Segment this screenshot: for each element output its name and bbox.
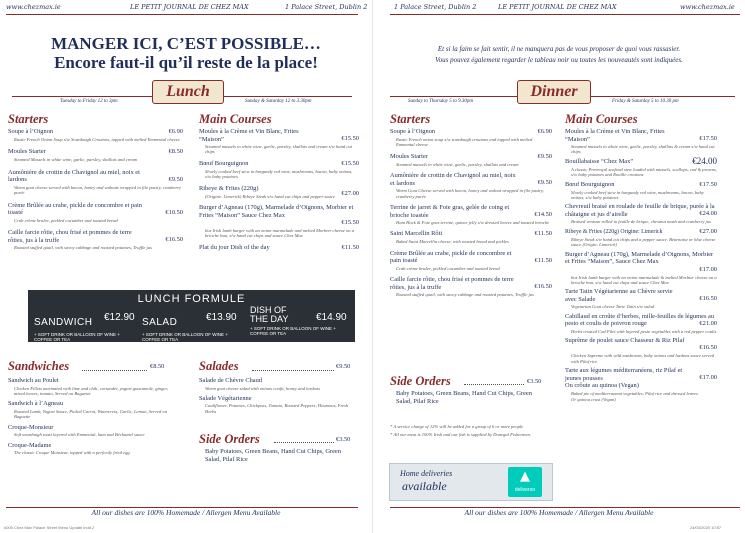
menu-item — [390, 276, 552, 291]
dinner-starters-title: Starters — [390, 112, 431, 126]
sandwiches-list — [8, 377, 178, 455]
item-price: €9.50 — [537, 152, 552, 160]
item-price: €9.50 — [537, 179, 552, 187]
item-name: Moules à la Crème et Vin Blanc, Frites “Maison” — [565, 128, 665, 143]
right-address: 1 Palace Street, Dublin 2 — [394, 3, 477, 11]
menu-item — [8, 229, 183, 244]
item-name: Bœuf Bourguignon — [199, 159, 249, 167]
item-name: Sandwich au Poulet — [8, 377, 59, 384]
item-name: Caille farcie rôtie, chou frisé et pommes de terre rôties, jus à la truffe — [390, 276, 514, 291]
left-header-rule — [6, 14, 358, 15]
item-price: €16.50 — [165, 236, 183, 244]
left-url[interactable]: www.chezmax.ie — [6, 3, 61, 11]
service-charge-note: A service charge of 12% will be added for a group of 6 or more people — [393, 424, 524, 429]
item-desc: Crab crème brulee, pickled cucumber and toasted bread — [14, 217, 118, 223]
item-desc: Steamed mussels in white wine, garlic, parsley, shallots and cream — [396, 161, 519, 167]
item-name: Crème Brûlée au crabe, pickle de concombre et pain toasté — [390, 249, 512, 265]
sandwiches-title: Sandwiches — [8, 359, 70, 373]
item-name: Saint Marcellin Rôti — [390, 230, 443, 238]
left-address: 1 Palace Street, Dublin 2 — [285, 3, 368, 11]
item-price: €11.50 — [534, 230, 552, 238]
item-price: €15.50 — [341, 159, 359, 167]
right-header-rule — [390, 14, 740, 15]
notes: * A service charge of 12% will be added for a group of 6 or more people * All our meat is 100% Irish and our fish is supplied by Donegal Fishermen. — [390, 424, 531, 438]
menu-item — [390, 153, 552, 161]
menu-item — [565, 251, 717, 274]
menu-item — [390, 230, 552, 238]
item-price: €27.00 — [699, 227, 717, 235]
item-name: Burger d’Agneau (170g), Marmelade d’Oignons, Morbier et Frites “Maison”, Sauce Chez Max — [565, 250, 714, 266]
item-desc: Warm goat cheese salad with onions confit, honey and lardons — [205, 385, 321, 391]
item-name: Bœuf Bourguignon — [565, 180, 615, 188]
menu-item — [199, 128, 359, 143]
item-price: €6.90 — [168, 128, 183, 135]
right-footer: All our dishes are 100% Homemade / Allergen Menu Available — [464, 508, 654, 517]
deliveroo-brand: deliveroo — [514, 487, 536, 493]
item-name: Caille farcie rôtie, chou frisé et pommes de terre rôties, jus à la truffe — [8, 229, 132, 244]
item-desc: Chicken Fillets marinated with lime and chili, coriander, yogurt guacamole, ginger, mixed leaves, tomato, Served on Baguette — [14, 385, 168, 396]
menu-item — [199, 204, 359, 227]
deliveroo-box[interactable] — [389, 463, 553, 501]
lunch-mains-list — [199, 128, 359, 252]
item-price: €16.50 — [534, 283, 552, 291]
lunch-starters-list — [8, 128, 183, 250]
lunch-banner: Lunch — [152, 80, 224, 104]
formule-salad — [142, 312, 242, 342]
item-price: €6.90 — [537, 128, 552, 135]
right-print-info: 24/03/2020 10:57 — [690, 525, 722, 530]
menu-item — [565, 288, 717, 303]
right-journal-title: LE PETIT JOURNAL DE CHEZ MAX — [498, 3, 617, 11]
item-desc: Steamed mussels in white wine, garlic, parsley, shallots and cream s/w hand cut chips — [205, 144, 352, 155]
menu-item — [565, 382, 717, 390]
item-desc: Baked Saint Marcellin cheese, with toasted bread and pickles — [396, 239, 509, 245]
sandwiches-price: €8.50 — [150, 363, 165, 370]
item-price: €17.00 — [699, 374, 717, 382]
item-price: €8.50 — [168, 148, 183, 156]
lunch-side-price: €3.50 — [336, 436, 351, 443]
menu-item — [8, 148, 183, 156]
formule-sandwich — [34, 312, 134, 342]
item-desc: Rustic French Onion Soup s/w Sourdough Croutons, topped with melted Emmental cheese — [14, 137, 180, 142]
item-desc: 6oz Irish lamb burger with an onion marmalade & melted Morbier cheese on a brioche bun, s/w hand cut chips and sauce Chez Max — [571, 274, 717, 286]
sourcing-note: All our meat is 100% Irish and our fish is supplied by Donegal Fishermen. — [393, 432, 531, 438]
salades-title: Salades — [199, 359, 239, 373]
item-desc: The classic Croque Monsieur, topped with a perfectly fried egg — [14, 450, 130, 456]
dinner-hours-weekday: Sunday to Thursday 5 to 9.30pm — [408, 99, 473, 104]
item-name: Burger d’Agneau (170g), Marmelade d’Oignons, Morbier et Frites “Maison” Sauce Chez Max — [199, 204, 354, 219]
lunch-formule-board — [28, 290, 355, 342]
formule-note: + SOFT DRINK OR BALLOON OF WINE + COFFEE OR TEA — [250, 326, 336, 336]
item-name: Salade de Chèvre Chaud — [199, 377, 262, 384]
item-name: Soupe à l’Oignon — [8, 128, 54, 135]
right-intro-2: Vous pouvez également regarder le tableau noir ou toutes les nouveautés sont indiquées. — [435, 56, 683, 64]
lunch-side-leader — [274, 442, 334, 443]
menu-item — [390, 250, 552, 265]
item-desc: Warm Goat Cheese served with bacon, honey and walnut wrapped in filo pastry, cranberry purée — [396, 188, 544, 199]
lunch-side-text: Baby Potatoes, Green Beans, Hand Cut Chips, Green Salad, Pilaf Rice — [205, 448, 341, 463]
item-name: Suprême de poulet sauce Chasseur & Riz Pilaf — [565, 337, 685, 345]
left-journal-title: LE PETIT JOURNAL DE CHEZ MAX — [130, 3, 249, 11]
item-desc: Crab crème brulee, pickled cucumber and toasted bread — [396, 265, 500, 271]
sandwiches-leader — [82, 370, 147, 371]
item-name: Chevreuil braisé en roulade de feuille de brique, purée à la châtaigne et jus d’airelle — [565, 203, 715, 218]
item-name: Moules Starter — [8, 148, 46, 156]
item-name: Bouillabaisse “Chez Max” — [565, 157, 634, 165]
left-footer: All our dishes are 100% Homemade / Allergen Menu Available — [91, 508, 281, 517]
item-name: Salade Végétarienne — [199, 394, 252, 402]
item-name: Moules Starter — [390, 152, 428, 160]
menu-item — [390, 204, 552, 219]
item-name: Ou crôute au quinoa (Vegan) — [565, 382, 639, 390]
menu-item — [8, 128, 183, 136]
right-url[interactable]: www.chezmax.ie — [680, 3, 735, 11]
menu-item — [565, 203, 717, 218]
item-price: €24.00 — [692, 155, 717, 166]
item-name: Moules à la Crème et Vin Blanc, Frites “Maison” — [199, 128, 299, 143]
item-price: €11.50 — [341, 243, 359, 251]
menu-item — [199, 160, 359, 168]
item-price: €17.50 — [699, 180, 717, 188]
menu-item — [8, 202, 183, 217]
item-desc: Rustic French onion soup s/w sourdough croutons and topped with melted Emmental cheese — [396, 137, 533, 148]
item-price: €9.50 — [168, 175, 183, 183]
dinner-mains-list — [565, 128, 717, 402]
salades-leader — [252, 370, 334, 371]
item-desc: Steamed mussels in white wine, garlic, parsley, shallots & cream s/w hand cut chips — [571, 144, 715, 155]
dinner-side-leader — [464, 384, 524, 385]
dinner-side-orders-title: Side Orders — [390, 374, 451, 388]
item-name: Crème Brûlée au crabe, pickle de concombre et pain toasté — [8, 201, 142, 217]
right-intro-1: Et si la faim se fait sentir, il ne manquera pas de vous proposer de quoi vous rassasier. — [437, 45, 681, 53]
lunch-side-orders-title: Side Orders — [199, 432, 260, 446]
menu-item — [565, 313, 717, 328]
lunch-hours-weekend: Sunday & Saturday 12 to 3.30pm — [245, 99, 312, 104]
menu-item — [390, 128, 552, 136]
item-desc: Cauliflower, Potatoes, Chickpeas, Tomato, Roasted Peppers, Houmous, Fresh Herbs — [205, 403, 349, 414]
item-name: Plat du jour Dish of the day — [199, 243, 270, 251]
item-desc: Soft sourdough toast layered with Emmental, ham and Béchamel sauce — [14, 432, 145, 438]
menu-item — [199, 244, 359, 252]
item-price: €11.50 — [534, 256, 552, 264]
formule-price: €12.90 — [104, 312, 135, 323]
kangaroo-icon: ▲ — [520, 469, 530, 484]
lunch-mains-title: Main Courses — [199, 112, 272, 126]
formule-price: €13.90 — [206, 312, 237, 323]
dinner-banner: Dinner — [517, 80, 591, 104]
left-print-info: #005 Chez Max Palace Street Menu Update indd 2 — [4, 525, 95, 530]
dinner-side-text: Baby Potatoes, Green Beans, Hand Cut Chips, Green Salad, Pilaf Rice — [396, 390, 532, 405]
item-desc: Herbs crusted Cod Filet with layered pesto vegetables with a red pepper coulis — [571, 328, 717, 334]
deliveroo-line-1: Home deliveries — [400, 469, 453, 478]
left-headline-1: MANGER ICI, C’EST POSSIBLE… — [51, 34, 321, 53]
item-desc: Ham Hock & Foie gras terrine, quince jelly s/w dressed leaves and toasted brioche — [396, 220, 550, 226]
item-desc: Vegetarian Goat cheese Tarte Tatin s/w salad — [571, 304, 655, 310]
item-price: €21.00 — [699, 319, 717, 327]
item-name: Tarte aux légumes méditerranéens, riz Pilaf et jeunes pousses — [565, 367, 683, 382]
item-price: €27.00 — [341, 189, 359, 197]
item-price: €10.50 — [165, 208, 183, 216]
menu-item — [565, 228, 717, 236]
formule-title: LUNCH FORMULE — [137, 293, 246, 305]
lunch-hours-weekday: Tuesday to Friday 12 to 3pm — [60, 99, 118, 104]
item-price: €15.50 — [341, 219, 359, 227]
item-price: €17.50 — [699, 135, 717, 142]
dinner-side-price: €3.50 — [527, 378, 542, 385]
formule-label: DISH OF THE DAY — [250, 305, 289, 324]
deliveroo-logo — [508, 467, 542, 497]
formule-label: SALAD — [142, 317, 178, 328]
item-name: Tarte Tatin Végétarienne au Chèvre servie avec Salade — [565, 288, 673, 303]
menu-item — [8, 169, 183, 184]
dinner-hours-weekend: Friday & Saturday 5 to 10.30 pm — [612, 99, 679, 104]
item-desc: (Origine: Limerick) Ribeye Steak s/w hand cut chips and pepper sauce — [205, 193, 335, 199]
item-desc: Roasted Lamb, Yogurt Sauce, Picked Carrot, Watercress, Garlic, Lemon, Served on Baguette — [14, 408, 168, 420]
dinner-starters-list — [390, 128, 552, 298]
item-desc: Roasted stuffed quail, with savoy cabbage and roasted potatoes, Truffle jus — [14, 245, 152, 251]
menu-item — [565, 367, 717, 382]
item-name: Croque-Monsieur — [8, 423, 54, 431]
item-name: Terrine de jarret & Foie gras, gelée de coing et brioche toastée — [390, 204, 510, 219]
item-desc: Roasted stuffed quail, with savoy cabbage and roasted potatoes, Truffle jus — [396, 292, 534, 298]
item-name: Cabillaud en croûte d’herbes, mille-feuilles de légumes au pesto et coulis de poivron rouge — [565, 312, 715, 328]
item-desc: A classic Provençal seafood stew loaded with mussels, scallops, cod & prawns, s/w baby potatoes and Rouille croutons — [571, 166, 717, 178]
menu-item — [565, 337, 717, 352]
item-name: Aumônière de crottin de Chavignol au miel, noix et lardons — [390, 172, 516, 187]
item-desc: Ribeye Steak s/w hand cut chips and a pepper sauce, Béarnaise or blue cheese sauce (Origin: Limerick) — [571, 236, 716, 248]
menu-item — [565, 128, 717, 143]
item-name: Croque-Madame — [8, 441, 52, 449]
menu-item — [565, 155, 717, 166]
page-divider — [372, 0, 373, 533]
item-desc: Slowly cooked beef stew in burgundy red wine, mushrooms, bacon, baby onions, s/w baby potatoes — [205, 168, 353, 180]
menu-item — [565, 181, 717, 189]
item-price: €24.00 — [699, 210, 717, 218]
salades-price: €9.50 — [336, 363, 351, 370]
item-price: €17.00 — [699, 265, 717, 273]
item-desc: Steamed Mussels in white wine, garlic, parsley, shallots and cream — [14, 157, 138, 163]
lunch-starters-title: Starters — [8, 112, 49, 126]
item-desc: Braised venison rolled in feuille de brique, chestnut mash and cranberry jus — [571, 219, 711, 225]
item-price: €15.50 — [341, 135, 359, 142]
formule-dish-of-day — [250, 306, 352, 336]
item-desc: Chicken Supreme with wild mushroom, baby onions and lardons sauce served with Pilaf rice — [571, 353, 715, 364]
item-name: Ribeye & Frites (220g) — [199, 184, 259, 192]
item-desc: Baked pie of mediterranean vegetables, Pilaf rice and dressed leaves — [571, 391, 698, 397]
item-name: Soupe à l’Oignon — [390, 128, 436, 135]
item-price: €14.50 — [534, 211, 552, 219]
item-desc: Slowly cooked beef stew in burgundy red wine, mushrooms, bacon, baby onions, s/w baby potatoes — [571, 189, 704, 201]
salades-list — [199, 377, 359, 414]
item-desc: Or quinoa crust (Vegan) — [571, 396, 616, 402]
formule-note: + SOFT DRINK OR BALLOON OF WINE + COFFEE OR TEA — [34, 332, 120, 342]
item-price: €16.50 — [699, 295, 717, 303]
item-name: Sandwich à l’Agneau — [8, 400, 64, 408]
dinner-mains-title: Main Courses — [565, 112, 638, 126]
item-name: Ribeye & Frites (220g) Origine: Limerick — [565, 228, 663, 235]
formule-label: SANDWICH — [34, 317, 93, 328]
formule-price: €14.90 — [316, 312, 347, 323]
left-headline-2: Encore faut-il qu’il reste de la place! — [54, 53, 318, 72]
item-desc: 6oz Irish lamb burger with an onion marmalade and melted Morbier cheese on a brioche bun, s/w hand cut chips and sauce Chez Max — [205, 228, 354, 239]
item-name: Aumônière de crottin de Chavignol au miel, noix et lardons — [8, 168, 140, 184]
item-price: €16.50 — [699, 344, 717, 352]
formule-note: + SOFT DRINK OR BALLOON OF WINE + COFFEE OR TEA — [142, 332, 228, 342]
deliveroo-line-2: available — [402, 479, 447, 493]
item-desc: Warm goat cheese served with bacon, honey and walnuts wrapped in filo pastry, cranberry purée — [14, 184, 182, 196]
menu-item — [390, 172, 552, 187]
